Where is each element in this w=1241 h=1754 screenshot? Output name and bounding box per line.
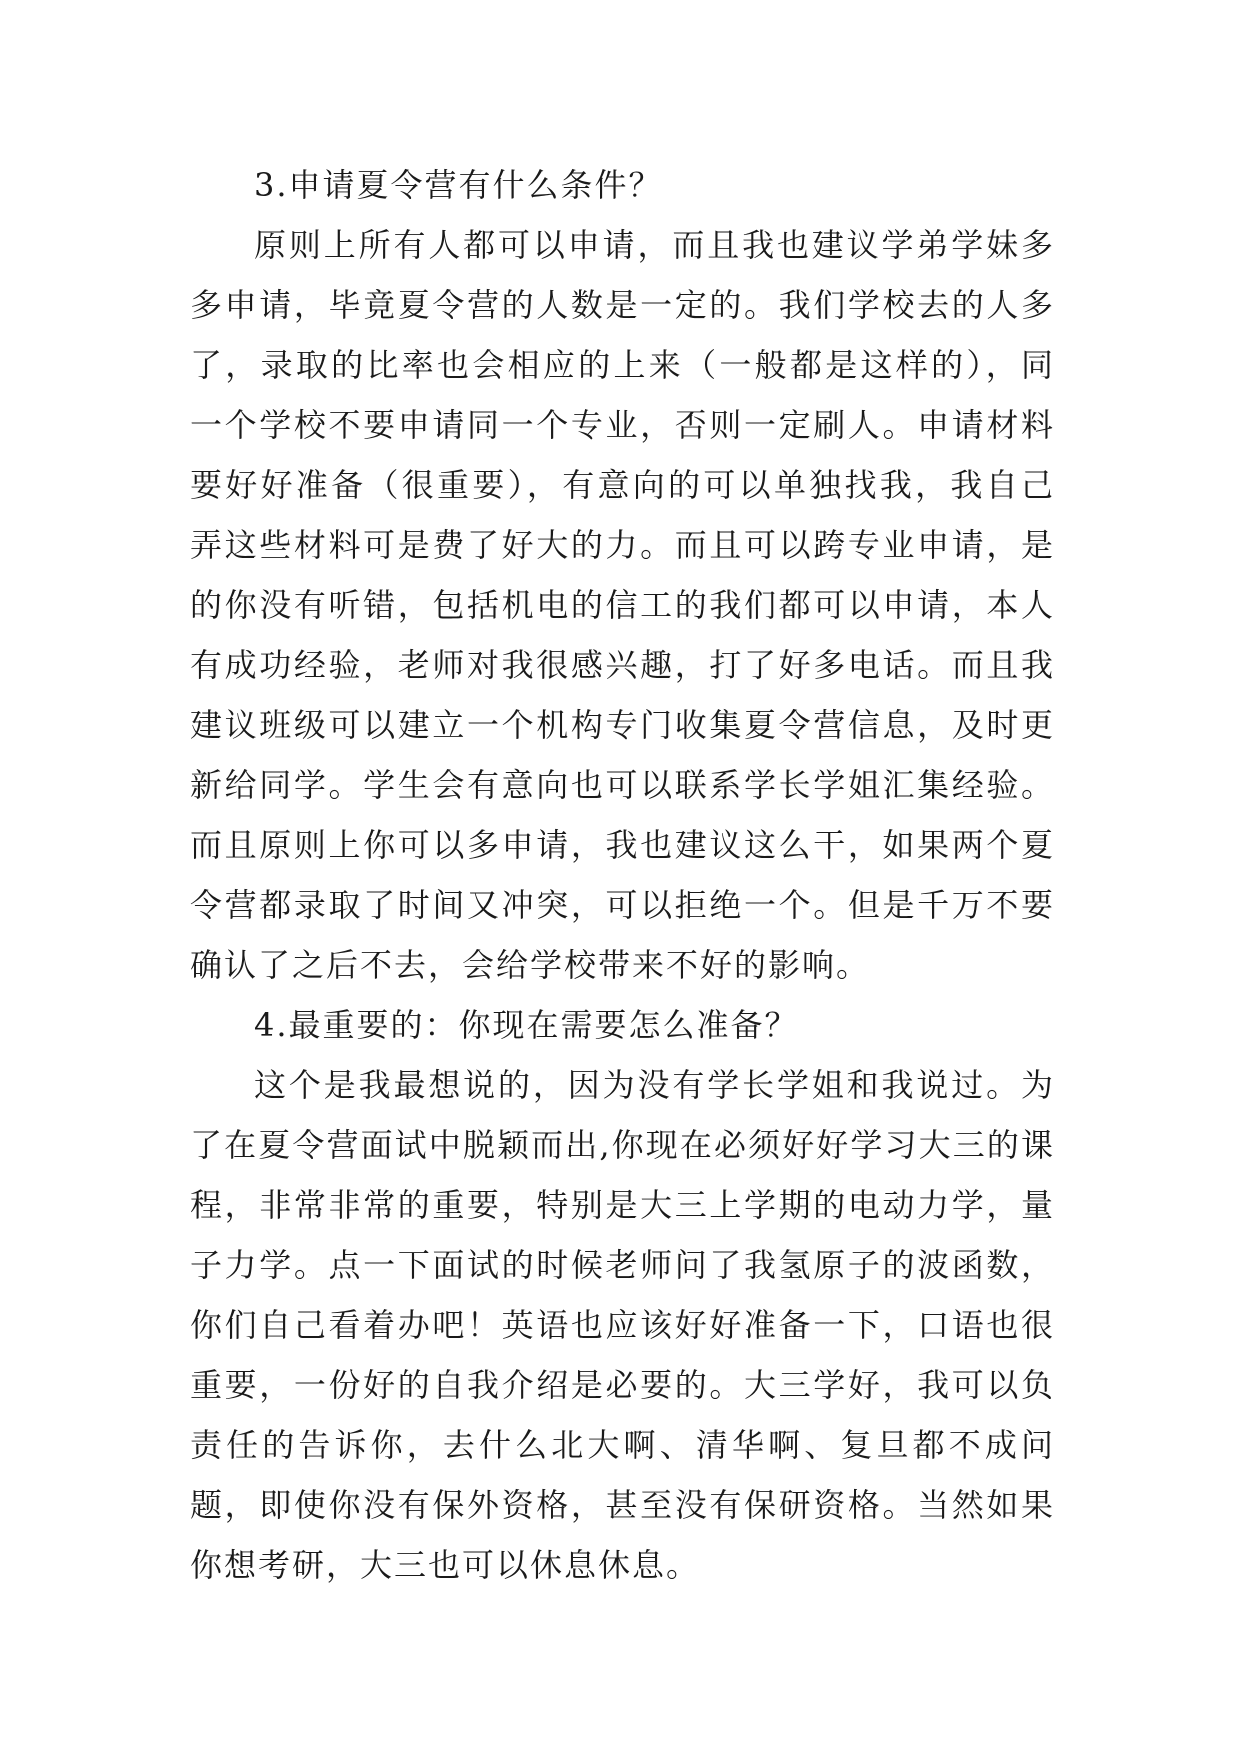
section-paragraph-3: 原则上所有人都可以申请，而且我也建议学弟学妹多多申请，毕竟夏令营的人数是一定的。我们学校去的人多了，录取的比率也会相应的上来（一般都是这样的），同一个学校不要申请同一个专业，否则一定刷人。申请材料要好好准备（很重要），有意向的可以单独找我，我自己弄这些材料可是费了好大的力。而且可以跨专业申请，是的你没有听错，包括机电的信工的我们都可以申请，本人有成功经验，老师对我很感兴趣，打了好多电话。而且我建议班级可以建立一个机构专门收集夏令营信息，及时更新给同学。学生会有意向也可以联系学长学姐汇集经验。而且原则上你可以多申请，我也建议这么干，如果两个夏令营都录取了时间又冲突，可以拒绝一个。但是千万不要确认了之后不去，会给学校带来不好的影响。 <box>190 226 1055 984</box>
section-heading-3: 3.申请夏令营有什么条件？ <box>254 166 663 204</box>
section-heading-4: 4.最重要的：你现在需要怎么准备？ <box>254 1006 799 1044</box>
section-paragraph-4: 这个是我最想说的，因为没有学长学姐和我说过。为了在夏令营面试中脱颖而出,你现在必须好好学习大三的课程，非常非常的重要，特别是大三上学期的电动力学，量子力学。点一下面试的时候老师问了我氢原子的波函数，你们自己看着办吧！英语也应该好好准备一下，口语也很重要，一份好的自我介绍是必要的。大三学好，我可以负责任的告诉你，去什么北大啊、清华啊、复旦都不成问题，即使你没有保外资格，甚至没有保研资格。当然如果你想考研，大三也可以休息休息。 <box>190 1066 1055 1584</box>
document-body <box>190 155 1055 1595</box>
